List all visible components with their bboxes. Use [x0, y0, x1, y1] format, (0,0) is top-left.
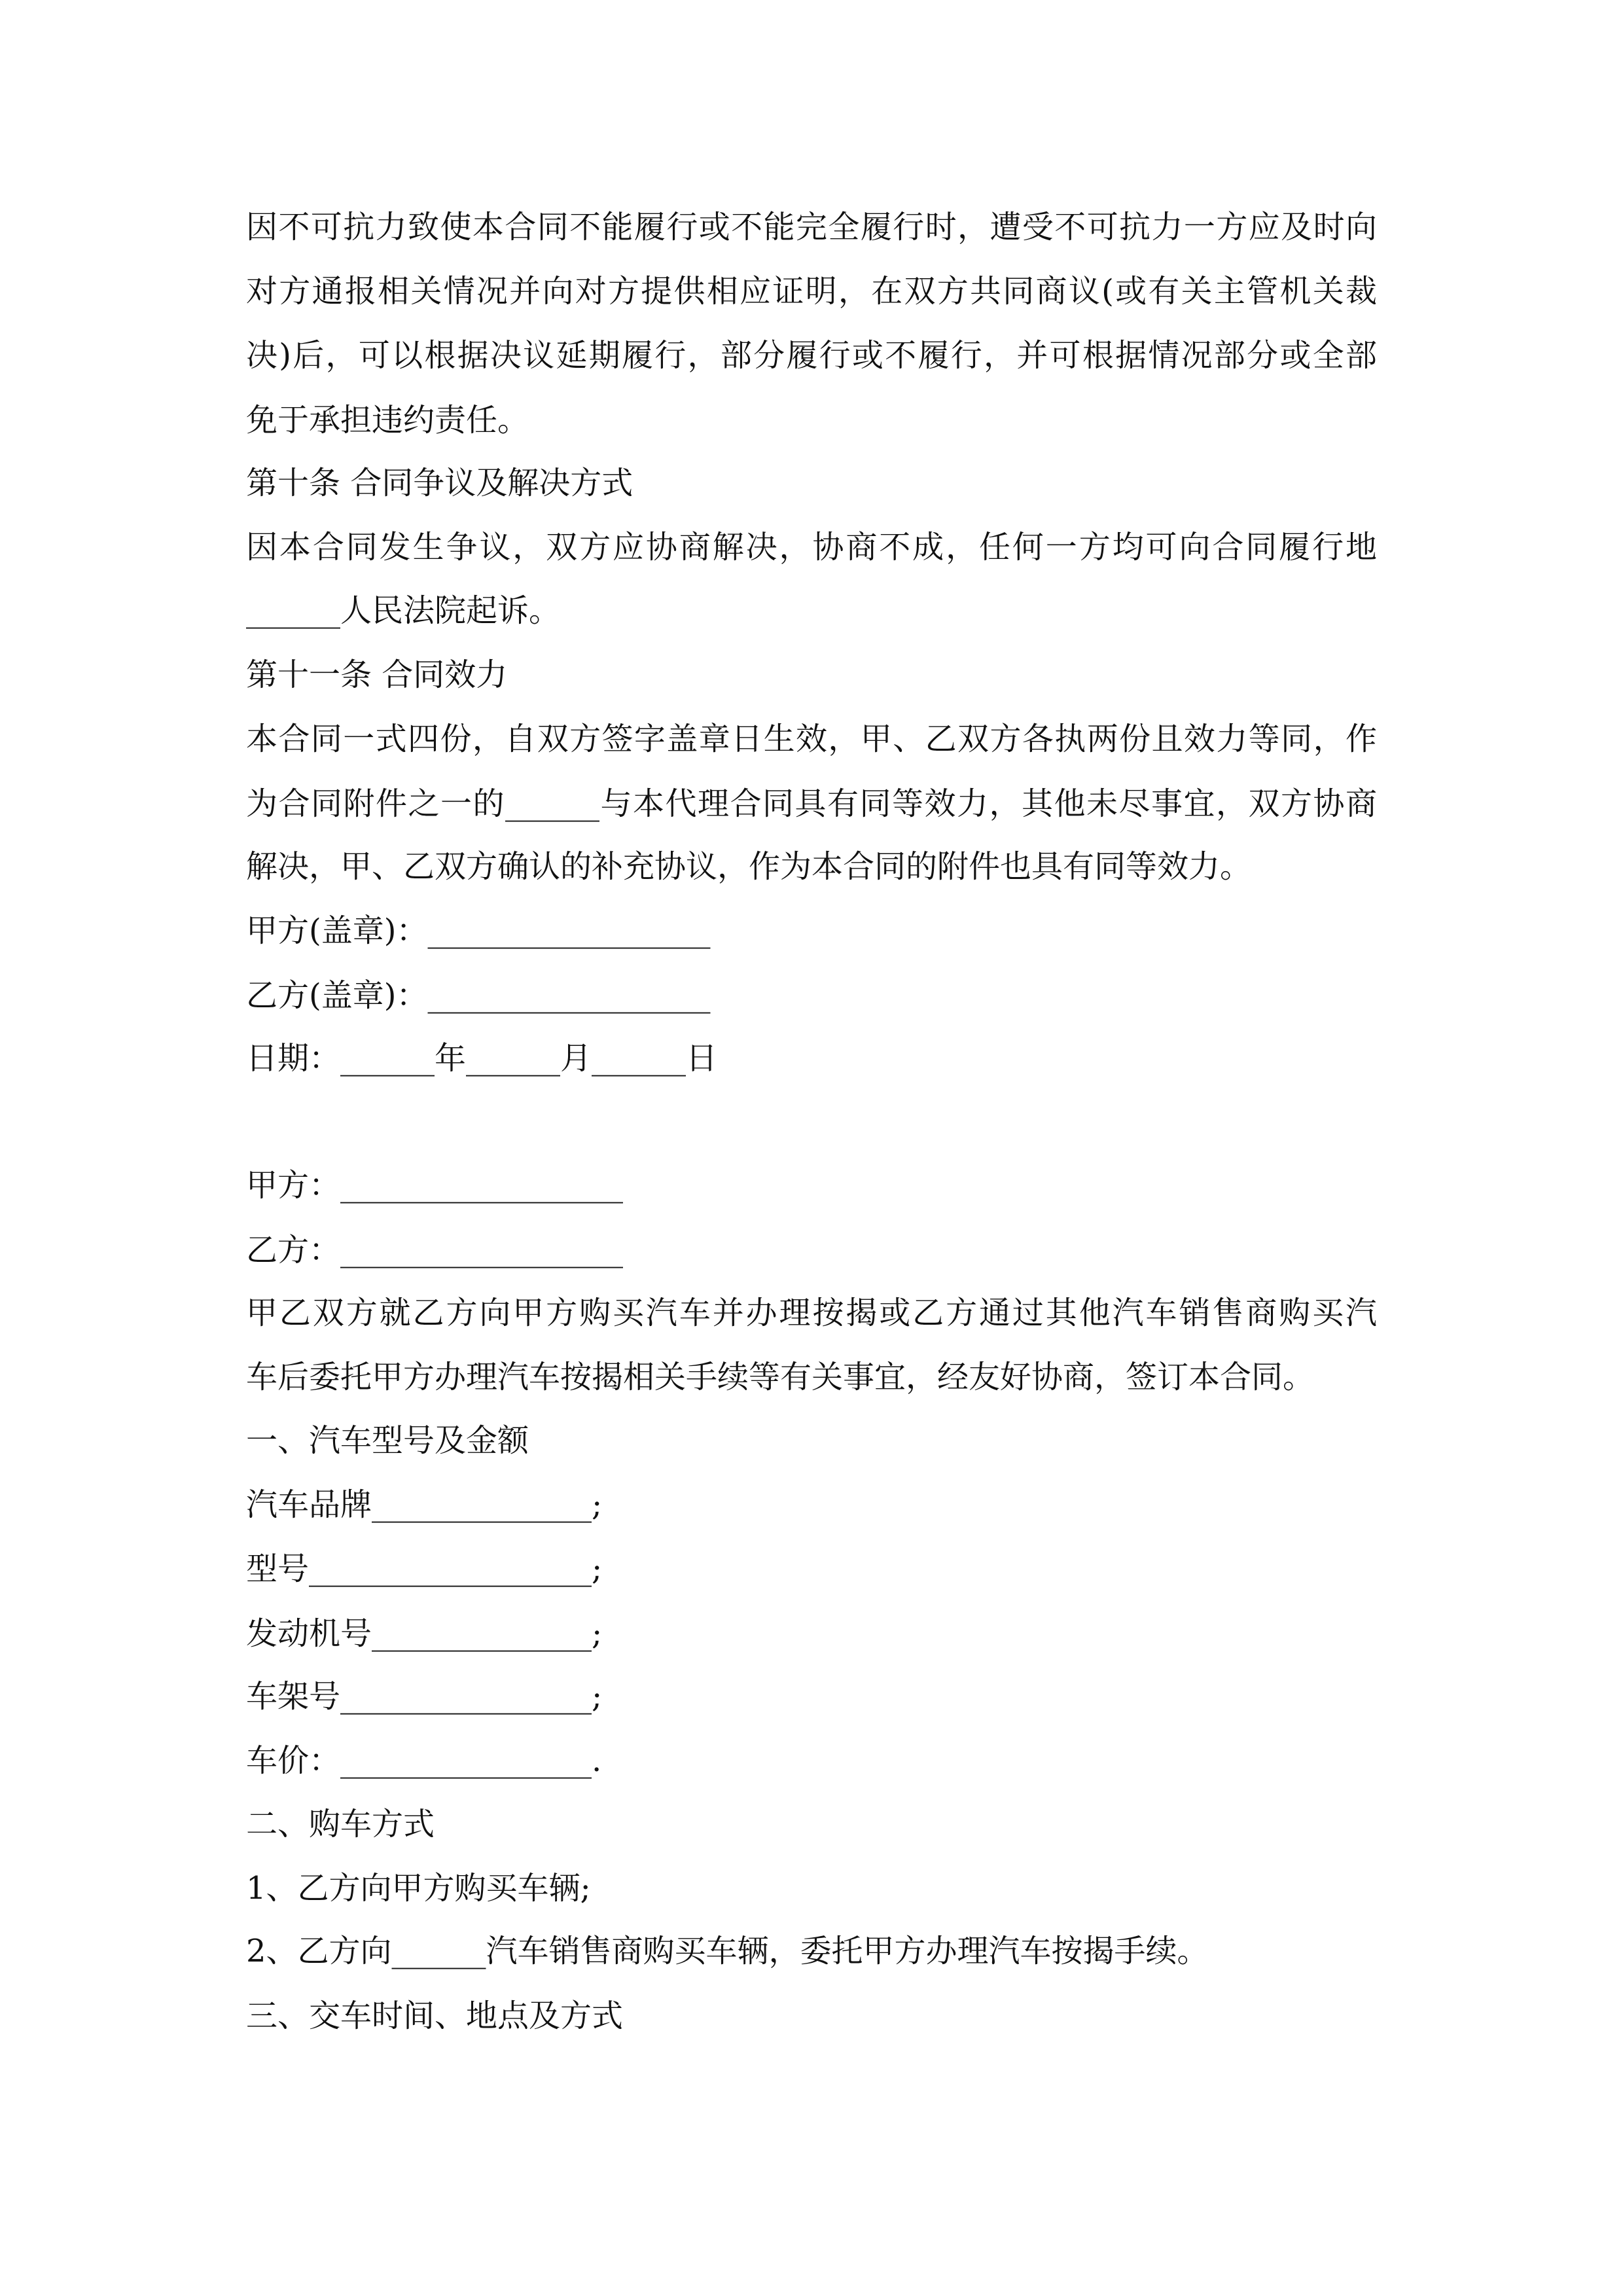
text-line: 一、汽车型号及金额	[246, 1422, 529, 1459]
text-line: 汽车品牌______________;	[246, 1486, 603, 1523]
text-line: 1、乙方向甲方购买车辆;	[246, 1870, 591, 1907]
text-line: 日期：______年______月______日	[246, 1040, 718, 1077]
text-line: 乙方(盖章)：__________________	[246, 977, 711, 1014]
text-line: 车后委托甲方办理汽车按揭相关手续等有关事宜，经友好协商，签订本合同。	[246, 1359, 1315, 1395]
text-line: 为合同附件之一的______与本代理合同具有同等效力，其他未尽事宜，双方协商	[246, 785, 1377, 822]
text-line: 因不可抗力致使本合同不能履行或不能完全履行时，遭受不可抗力一方应及时向	[246, 209, 1377, 245]
text-line: 对方通报相关情况并向对方提供相应证明，在双方共同商议(或有关主管机关裁	[246, 273, 1377, 310]
text-line: 第十一条 合同效力	[246, 656, 508, 693]
text-line: 乙方：__________________	[246, 1232, 624, 1268]
text-line: 甲方(盖章)：__________________	[246, 912, 711, 949]
text-line: 型号__________________;	[246, 1551, 603, 1587]
text-line: 免于承担违约责任。	[246, 402, 529, 439]
text-line: 甲方：__________________	[246, 1167, 624, 1204]
text-line: 决)后，可以根据决议延期履行，部分履行或不履行，并可根据情况部分或全部	[246, 337, 1377, 374]
text-line: 因本合同发生争议，双方应协商解决，协商不成，任何一方均可向合同履行地	[246, 529, 1377, 565]
text-line: 二、购车方式	[246, 1806, 435, 1842]
text-line: 三、交车时间、地点及方式	[246, 1998, 624, 2034]
text-line: 2、乙方向______汽车销售商购买车辆，委托甲方办理汽车按揭手续。	[246, 1933, 1209, 1969]
text-line: 车架号________________;	[246, 1678, 603, 1715]
text-line: 甲乙双方就乙方向甲方购买汽车并办理按揭或乙方通过其他汽车销售商购买汽	[246, 1295, 1377, 1331]
text-line: 第十条 合同争议及解决方式	[246, 465, 633, 501]
text-line: 本合同一式四份，自双方签字盖章日生效，甲、乙双方各执两份且效力等同，作	[246, 721, 1377, 757]
text-line: 车价：________________.	[246, 1742, 602, 1779]
text-line: 解决，甲、乙双方确认的补充协议，作为本合同的附件也具有同等效力。	[246, 848, 1252, 885]
text-line: 发动机号______________;	[246, 1615, 603, 1652]
text-line: ______人民法院起诉。	[246, 592, 561, 629]
